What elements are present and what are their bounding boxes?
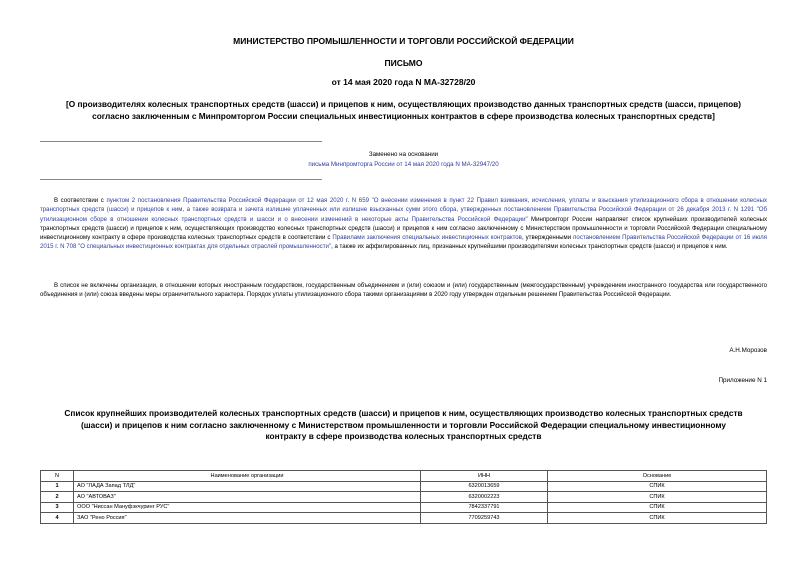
p2-text: В список не включены организации, в отношении которых иностранным государством, государственным объединением и (или) союзом и (или) государственным (межгосударственным) учреждением иностранного государства или государственного объединения и (или) союза введены меры ограничительного характера. Порядок уплаты утилизационного сбора такими организациями в 2020 году утвержден отдельным решением Правительства Российской Федерации. (40, 282, 767, 299)
p1-tail: , а также их аффилированных лиц, признанных крупнейшими производителями колесных транспортных средств (шасси) и прицепов к ним. (331, 243, 728, 251)
list-title (0, 408, 807, 443)
divider-bottom (40, 179, 322, 180)
col-basis-header: Основание (548, 471, 767, 482)
row-number: 3 (41, 502, 74, 513)
col-name-header: Наименование организации (74, 471, 421, 482)
col-number-header: N (41, 471, 74, 482)
document-subject (0, 98, 807, 122)
spic-rules-link[interactable]: Правилами заключения специальных инвестиционных контрактов (332, 234, 522, 242)
ministry-name: МИНИСТЕРСТВО ПРОМЫШЛЕННОСТИ И ТОРГОВЛИ РОССИЙСКОЙ ФЕДЕРАЦИИ (233, 36, 574, 46)
table-row (41, 502, 767, 513)
list-title-line-1: Список крупнейших производителей колесных транспортных средств (шасси) и прицепов к ним, осуществляющих производство колесных транспортных средств (64, 408, 743, 418)
table-header-row (41, 471, 767, 482)
table-row (41, 481, 767, 492)
row-basis: СПИК (548, 492, 767, 503)
replacement-note: Заменено на основании (368, 151, 439, 158)
decree-708-link[interactable]: постановлением Правительства Российской Федерации от 16 июля 2015 г. N 708 "О специальных инвестиционных контрактах для отдельных отраслей промышленности" (40, 234, 767, 251)
row-basis: СПИК (548, 481, 767, 492)
list-title-line-3: контракту в сфере производства колесных транспортных средств (265, 431, 542, 441)
body-paragraph-2 (40, 281, 767, 300)
list-title-line-2: (шасси) и прицепов к ним согласно заключенному с Министерством промышленности и торговли Российской Федерации специальному инвестиционному (81, 419, 726, 430)
subject-line-2: согласно заключенным с Минпромторгом России специальных инвестиционных контрактов в сфере производства колесных транспортных средств] (92, 111, 715, 121)
body-paragraph-1 (40, 196, 767, 252)
p1-middle-2: , утвержденными (521, 234, 574, 242)
divider-top (40, 141, 322, 142)
replacement-link[interactable]: письма Минпромторга России от 14 мая 2020 года N МА-32947/20 (308, 161, 499, 168)
col-inn-header: ИНН (421, 471, 548, 482)
document-type: ПИСЬМО (384, 58, 423, 68)
row-name: ЗАО "Рено Россия" (74, 513, 421, 524)
row-inn: 6320013659 (421, 481, 548, 492)
appendix-label: Приложение N 1 (718, 377, 767, 384)
row-name: АО "АВТОВАЗ" (74, 492, 421, 503)
subject-line-1: [О производителях колесных транспортных средств (шасси) и прицепов к ним, осуществляющих производство данных транспортных средств (шасси, прицепов) (65, 99, 742, 109)
signature: А.Н.Морозов (729, 347, 767, 354)
row-name: ООО "Ниссан Мануфэкчуринг РУС" (74, 502, 421, 513)
producers-table (40, 470, 767, 524)
table-row (41, 492, 767, 503)
table-row (41, 513, 767, 524)
p1-middle: Минпромторг России направляет список крупнейших производителей колесных транспортных средств (шасси) и прицепов к ним, осуществляющих производство колесных транспортных средств (шасси) и прицепов к ним согласно заключенному с Министерством промышленности и торговли Российской Федерации специальному инвестиционному контракту в сфере производства колесных транспортных средств в соответствии с (40, 215, 768, 242)
row-name: АО "ЛАДА Запад ТЛД" (74, 481, 421, 492)
row-inn: 7842337791 (421, 502, 548, 513)
row-number: 2 (41, 492, 74, 503)
document-date-number: от 14 мая 2020 года N МА-32728/20 (331, 77, 476, 87)
row-number: 4 (41, 513, 74, 524)
row-inn: 6320002223 (421, 492, 548, 503)
row-basis: СПИК (548, 513, 767, 524)
decree-659-link[interactable]: пунктом 2 постановления Правительства Российской Федерации от 12 мая 2020 г. N 659 "О внесении изменения в пункт 22 Правил взимания, исчисления, уплаты и взыскания утилизационного сбора в отношении колесных транспортных средств (шасси) и прицепов к ним, а также возврата и зачета излишне уплаченных или излишне взысканных сумм этого сбора, утвержденных постановлением Правительства Российской Федерации от 26 декабря 2013 г. N 1291 "Об утилизационном сборе в отношении колесных транспортных средств и шасси и о внесении изменений в некоторые акты Правительства Российской Федерации" (40, 197, 768, 223)
p1-lead: В соответствии с (54, 197, 107, 204)
row-number: 1 (41, 481, 74, 492)
row-inn: 7709259743 (421, 513, 548, 524)
row-basis: СПИК (548, 502, 767, 513)
